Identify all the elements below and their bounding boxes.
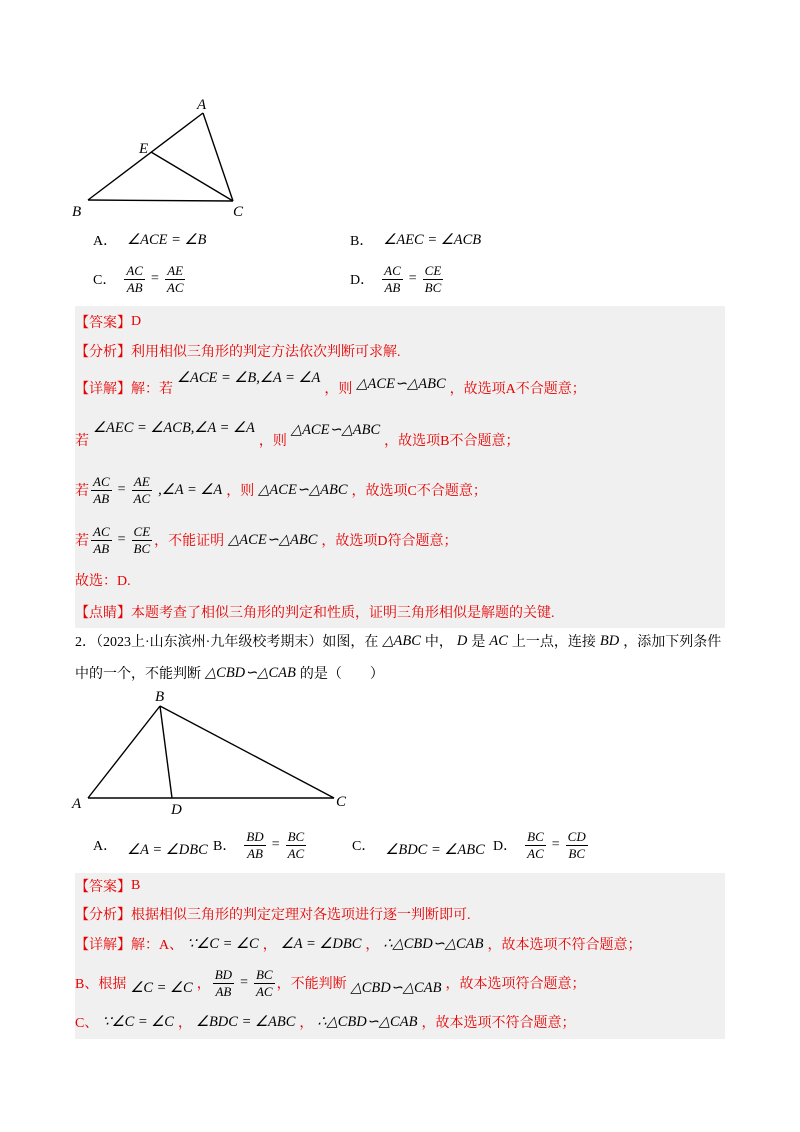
stem-text: 上一点，连接 bbox=[511, 635, 596, 650]
segment-ab bbox=[88, 706, 160, 798]
fraction bbox=[254, 968, 275, 999]
q1-detail-line-d bbox=[75, 522, 458, 558]
detail-text: ，不能判断 bbox=[276, 977, 347, 992]
denominator: AB bbox=[215, 983, 232, 999]
equals-sign: = bbox=[150, 271, 159, 286]
numerator: AE bbox=[133, 473, 150, 489]
fraction bbox=[382, 264, 403, 295]
detail-text: ，故选项B不合题意； bbox=[384, 434, 520, 449]
q2-triangle-figure bbox=[60, 685, 360, 820]
fraction bbox=[91, 475, 112, 506]
numerator: CE bbox=[133, 523, 151, 539]
analysis-text: 利用相似三角形的判定方法依次判断可求解. bbox=[131, 345, 401, 360]
numerator: BC bbox=[255, 966, 273, 982]
vertex-label-a: A bbox=[197, 97, 207, 113]
option-key: A． bbox=[93, 839, 118, 854]
denominator: AB bbox=[126, 279, 143, 295]
q2-option-d bbox=[493, 828, 590, 862]
math-expression: AC bbox=[489, 632, 508, 649]
detail-text: 解：若 bbox=[131, 382, 173, 397]
analysis-text: 根据相似三角形的判定定理对各选项进行逐一判断即可. bbox=[131, 908, 471, 923]
math-expression: △ACE∽△ABC bbox=[258, 481, 348, 498]
q2-option-a bbox=[93, 828, 212, 862]
q1-answer-line bbox=[75, 310, 141, 334]
q2-detail-line-b bbox=[75, 965, 585, 1001]
option-expression: ∠BDC = ∠ABC bbox=[385, 841, 485, 858]
segment-bc bbox=[88, 200, 233, 201]
option-expression: ∠AEC = ∠ACB bbox=[383, 231, 482, 248]
detail-text: ，则 bbox=[258, 434, 287, 449]
vertex-label-c: C bbox=[233, 204, 244, 220]
detail-text: 若 bbox=[75, 434, 89, 449]
denominator: AB bbox=[384, 279, 401, 295]
q1-triangle-figure bbox=[60, 90, 260, 225]
math-expression: D bbox=[456, 632, 468, 649]
q2-option-b bbox=[213, 828, 308, 862]
remark-text: 本题考查了相似三角形的判定和性质，证明三角形相似是解题的关键. bbox=[131, 606, 555, 621]
detail-text: ， bbox=[365, 938, 380, 953]
fraction bbox=[423, 264, 444, 295]
numerator: AE bbox=[167, 262, 184, 278]
fraction bbox=[132, 475, 153, 506]
option-key: C． bbox=[93, 273, 117, 288]
equals-sign: = bbox=[551, 837, 560, 852]
numerator: AC bbox=[93, 473, 110, 489]
numerator: AC bbox=[93, 523, 110, 539]
detail-text: ， bbox=[196, 977, 211, 992]
analysis-tag: 【分析】 bbox=[75, 345, 131, 360]
detail-text: C、 bbox=[75, 1016, 99, 1031]
detail-tag: 【详解】 bbox=[75, 382, 131, 397]
math-expression: BD bbox=[599, 632, 620, 649]
math-expression: ∵∠C = ∠C bbox=[187, 935, 259, 952]
denominator: AC bbox=[166, 279, 184, 295]
detail-text: ，不能证明 bbox=[154, 534, 225, 549]
math-expression: ,∠A = ∠A bbox=[158, 481, 223, 498]
fraction bbox=[244, 830, 265, 861]
stem-text: 2．（2023上·山东滨州·九年级校考期末）如图，在 bbox=[75, 635, 379, 650]
denominator: AC bbox=[287, 845, 305, 861]
equals-sign: = bbox=[240, 975, 248, 990]
q2-analysis-line bbox=[75, 902, 471, 926]
detail-tag: 【详解】 bbox=[75, 938, 131, 953]
numerator: CE bbox=[424, 262, 442, 278]
detail-text: ， bbox=[262, 938, 277, 953]
math-expression: △CBD∽△CAB bbox=[205, 664, 296, 681]
denominator: BC bbox=[568, 845, 585, 861]
q2-stem-line-1 bbox=[75, 628, 721, 654]
detail-text: ，则 bbox=[324, 382, 353, 397]
stem-text: ，添加下列条件 bbox=[623, 635, 722, 650]
equals-sign: = bbox=[117, 482, 126, 497]
detail-text: ， bbox=[177, 1016, 192, 1031]
fraction bbox=[91, 525, 112, 556]
q2-detail-line-a bbox=[75, 931, 641, 957]
q1-detail-line-a bbox=[75, 370, 586, 406]
vertex-label-c: C bbox=[336, 794, 347, 810]
numerator: AC bbox=[384, 262, 401, 278]
math-expression: △ACE∽△ABC bbox=[290, 421, 381, 438]
denominator: AC bbox=[133, 490, 151, 506]
fraction bbox=[165, 264, 186, 295]
vertex-label-b: B bbox=[72, 204, 82, 220]
detail-text: ，故选项C不合题意； bbox=[351, 484, 487, 499]
fraction bbox=[124, 264, 145, 295]
q1-option-c bbox=[93, 262, 188, 296]
answer-value: B bbox=[131, 878, 141, 893]
q1-detail-line-b bbox=[75, 419, 520, 458]
numerator: BC bbox=[527, 828, 544, 844]
numerator: AC bbox=[126, 262, 143, 278]
fraction bbox=[213, 968, 234, 999]
numerator: BD bbox=[214, 966, 233, 982]
option-expression: ∠ACE = ∠B bbox=[127, 231, 207, 248]
vertex-label-a: A bbox=[72, 796, 82, 812]
option-key: D． bbox=[493, 839, 518, 854]
answer-tag: 【答案】 bbox=[75, 880, 131, 895]
q1-option-d bbox=[350, 262, 445, 296]
math-expression: ∠BDC = ∠ABC bbox=[195, 1013, 296, 1030]
equals-sign: = bbox=[408, 271, 417, 286]
answer-tag: 【答案】 bbox=[75, 316, 131, 331]
denominator: AB bbox=[93, 540, 110, 556]
detail-text: ，故本选项符合题意； bbox=[445, 977, 586, 992]
option-key: B． bbox=[350, 234, 374, 249]
vertex-label-e: E bbox=[139, 141, 149, 157]
q1-option-b bbox=[350, 228, 485, 252]
fraction bbox=[525, 830, 546, 861]
detail-text: ，故选项D符合题意； bbox=[321, 534, 458, 549]
q1-remark-line bbox=[75, 600, 555, 624]
equals-sign: = bbox=[117, 532, 126, 547]
option-key: D． bbox=[350, 273, 375, 288]
q1-analysis-line bbox=[75, 339, 401, 363]
q2-detail-line-c bbox=[75, 1009, 575, 1035]
q2-stem-line-2 bbox=[75, 660, 384, 686]
numerator: CD bbox=[567, 828, 586, 844]
detail-text: ，则 bbox=[226, 484, 255, 499]
option-key: A． bbox=[93, 234, 118, 249]
vertex-label-b: B bbox=[155, 689, 165, 705]
math-expression: △ACE∽△ABC bbox=[356, 375, 446, 392]
remark-tag: 【点睛】 bbox=[75, 606, 131, 621]
detail-text: B、根据 bbox=[75, 977, 127, 992]
numerator: BC bbox=[287, 828, 305, 844]
detail-text: ， bbox=[299, 1016, 314, 1031]
stem-text: 的是（ ） bbox=[299, 667, 384, 682]
math-expression: ∠A = ∠DBC bbox=[280, 935, 362, 952]
math-expression: ∠C = ∠C bbox=[130, 979, 193, 996]
detail-text: 解：A、 bbox=[131, 938, 184, 953]
q2-answer-line bbox=[75, 874, 140, 898]
detail-text: 若 bbox=[75, 534, 89, 549]
option-key: C． bbox=[352, 839, 376, 854]
equals-sign: = bbox=[271, 837, 280, 852]
analysis-tag: 【分析】 bbox=[75, 908, 131, 923]
math-expression: ∴△CBD∽△CAB bbox=[383, 935, 484, 952]
vertex-label-d: D bbox=[171, 802, 182, 818]
fraction bbox=[132, 525, 153, 556]
segment-bd bbox=[160, 706, 172, 798]
detail-text: ，故本选项不符合题意； bbox=[487, 938, 642, 953]
math-expression: △CBD∽△CAB bbox=[350, 979, 442, 996]
detail-text: ，故选项A不合题意； bbox=[449, 382, 586, 397]
denominator: AB bbox=[247, 845, 263, 861]
detail-text: ，故本选项不符合题意； bbox=[421, 1016, 576, 1031]
segment-ec bbox=[151, 152, 233, 201]
segment-ac bbox=[203, 113, 233, 201]
numerator: BD bbox=[246, 828, 264, 844]
segment-bc bbox=[160, 706, 334, 798]
denominator: AC bbox=[255, 983, 273, 999]
q1-detail-line-c bbox=[75, 472, 487, 508]
fraction bbox=[566, 830, 588, 861]
math-expression: ∠AEC = ∠ACB,∠A = ∠A bbox=[93, 419, 255, 436]
q1-conclusion-line bbox=[75, 568, 131, 592]
option-key: B． bbox=[213, 839, 237, 854]
q2-option-c bbox=[352, 828, 489, 862]
denominator: AB bbox=[93, 490, 110, 506]
math-expression: △ABC bbox=[382, 632, 421, 649]
stem-text: 中的一个，不能判断 bbox=[75, 667, 201, 682]
answer-value: D bbox=[131, 314, 142, 329]
option-expression: ∠A = ∠DBC bbox=[127, 841, 208, 858]
detail-text: 若 bbox=[75, 484, 89, 499]
math-expression: △ACE∽△ABC bbox=[228, 531, 318, 548]
q1-option-a bbox=[93, 228, 210, 252]
math-expression: ∴△CBD∽△CAB bbox=[317, 1013, 418, 1030]
stem-text: 中， bbox=[424, 635, 453, 650]
denominator: BC bbox=[424, 279, 442, 295]
stem-text: 是 bbox=[471, 635, 486, 650]
denominator: BC bbox=[133, 540, 151, 556]
denominator: AC bbox=[527, 845, 544, 861]
math-expression: ∠ACE = ∠B,∠A = ∠A bbox=[177, 369, 321, 386]
math-expression: ∵∠C = ∠C bbox=[102, 1013, 174, 1030]
conclusion-text: 故选：D. bbox=[75, 574, 131, 589]
fraction bbox=[286, 830, 307, 861]
